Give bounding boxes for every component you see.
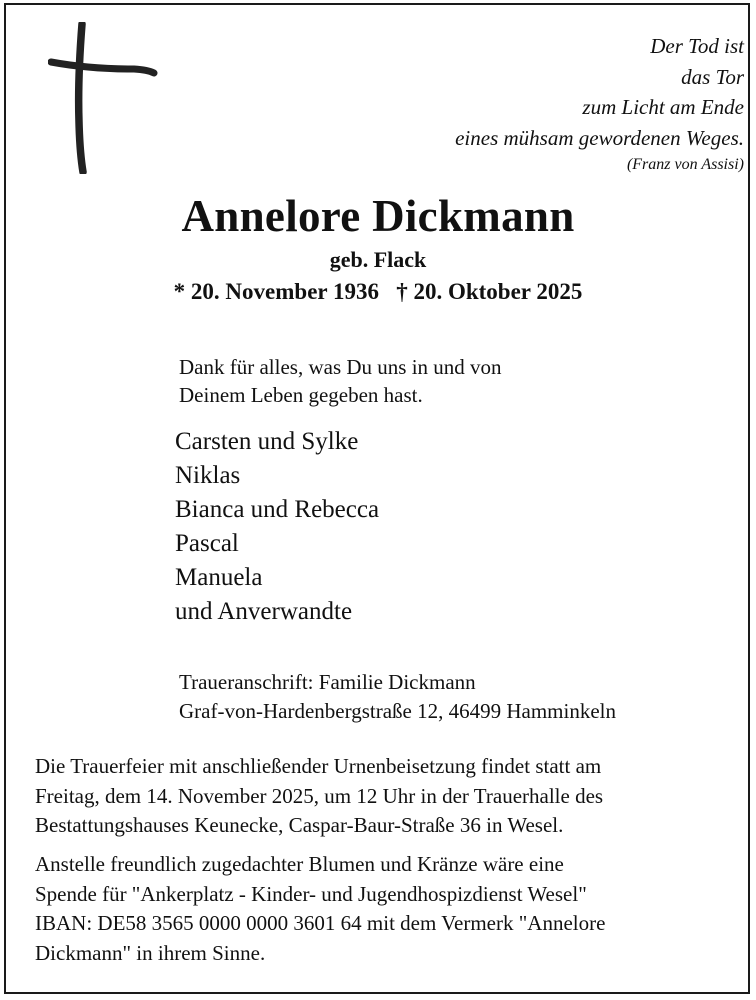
thanks-text <box>179 353 719 409</box>
life-dates: * 20. November 1936 † 20. Oktober 2025 <box>173 279 583 304</box>
quote-line: das Tor <box>681 64 744 89</box>
thanks-line: Dank für alles, was Du uns in und von <box>179 355 502 379</box>
birth-name: geb. Flack <box>329 247 427 272</box>
thanks-line: Deinem Leben gegeben hast. <box>179 383 423 407</box>
donation-info <box>35 850 735 968</box>
mourner-item: Niklas <box>175 462 241 489</box>
mourning-address <box>179 668 739 726</box>
funeral-service-info <box>35 752 735 841</box>
address-line: Graf-von-Hardenbergstraße 12, 46499 Hamminkeln <box>179 699 616 723</box>
donation-line: Dickmann" in ihrem Sinne. <box>35 940 266 965</box>
mourner-item: Carsten und Sylke <box>175 428 359 455</box>
cross-icon <box>48 22 158 174</box>
mourner-item: Manuela <box>175 564 263 591</box>
service-line: Die Trauerfeier mit anschließender Urnenbeisetzung findet statt am <box>35 754 602 778</box>
quote-author: (Franz von Assisi) <box>626 156 744 173</box>
quote-line: zum Licht am Ende <box>582 95 744 119</box>
quote-line: eines mühsam gewordenen Weges. <box>455 125 744 150</box>
address-line: Traueranschrift: Familie Dickmann <box>179 670 476 694</box>
quote <box>284 31 744 175</box>
donation-line: Spende für "Ankerplatz - Kinder- und Jugendhospizdienst Wesel" <box>35 881 587 906</box>
mourner-item: und Anverwandte <box>175 598 353 625</box>
service-line: Bestattungshauses Keunecke, Caspar-Baur-Straße 36 in Wesel. <box>35 813 564 837</box>
donation-line: IBAN: DE58 3565 0000 0000 3601 64 mit dem Vermerk "Annelore <box>35 911 606 935</box>
donation-line: Anstelle freundlich zugedachter Blumen und Kränze wäre eine <box>35 852 564 876</box>
mourner-item: Pascal <box>175 530 239 557</box>
mourners-list <box>175 425 715 629</box>
quote-line: Der Tod ist <box>650 34 744 58</box>
deceased-name: Annelore Dickmann <box>181 191 575 241</box>
service-line: Freitag, dem 14. November 2025, um 12 Uhr in der Trauerhalle des <box>35 783 604 808</box>
mourner-item: Bianca und Rebecca <box>175 496 380 523</box>
